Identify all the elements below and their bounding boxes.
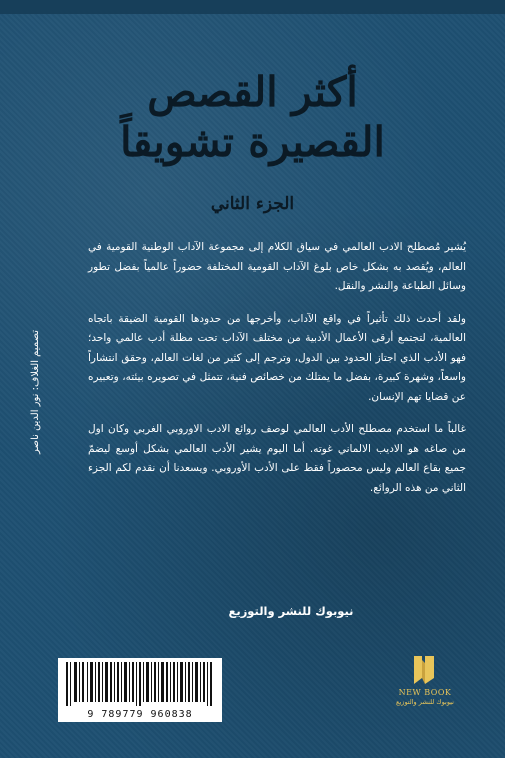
blurb — [88, 238, 466, 511]
book-part-subtitle: الجزء الثاني — [210, 194, 295, 214]
blurb-paragraph-3: غالباً ما استخدم مصطلح الأدب العالمي لوصف روائع الادب الاوروبي الغربي وكان اول من صاغه هو الاديب الالماني غوته. أما اليوم يشير الأدب العالمي بشكل أوسع ليضمّ جميع بقاع العالم وليس محصوراً فقط على الأدب الأوروبي. ويسعدنا أن نقدم لكم الجزء الثاني من هذه الروائع. — [88, 423, 466, 494]
isbn-barcode — [58, 658, 222, 722]
cover-design-credit: تصميم الغلاف: نور الدين ناصر — [30, 330, 41, 455]
logo-name: NEW BOOK — [398, 688, 452, 697]
top-strip — [0, 0, 505, 14]
logo-tagline: نيوبوك للنشر والتوزيع — [396, 698, 454, 706]
isbn-number: 9 789779 960838 — [87, 709, 193, 720]
publisher-logo — [392, 654, 458, 720]
book-title-line-2: القصيرة تشويقاً — [120, 118, 385, 166]
barcode-bars-icon — [66, 662, 214, 706]
blurb-paragraph-1: يُشير مُصطلح الادب العالمي في سياق الكلام إلى مجموعة الآداب الوطنية القومية في العالم، ويُقصد به بشكل خاص بلوغ الآداب القومية المختلفة حضوراً عالمياً بفضل تطور وسائل الطباعة والنشر والنقل. — [88, 241, 466, 292]
blurb-paragraph-2: ولقد أحدث ذلك تأثيراً في واقع الآداب، وأخرجها من حدودها القومية الضيقة باتجاه العالمية، لتجتمع أرقى الأعمال الأدبية من مختلف الآداب تحت مظلة أدب عالمي واحد؛ فهو الأدب الذي اجتاز الحدود بين الدول، وترجم إلى كثير من لغات العالم، وحقق انتشاراً واسعاً، وشهرة كبيرة، بفضل ما يمتلك من خصائص فنية، تتمثل في تصويره بيئته، وتعبيره عن قضايا تهم الإنسان. — [88, 312, 466, 403]
book-title-line-1: أكثر القصص — [147, 68, 358, 116]
book-logo-icon — [412, 654, 438, 686]
publisher-name: نيوبوك للنشر والتوزيع — [228, 604, 354, 618]
